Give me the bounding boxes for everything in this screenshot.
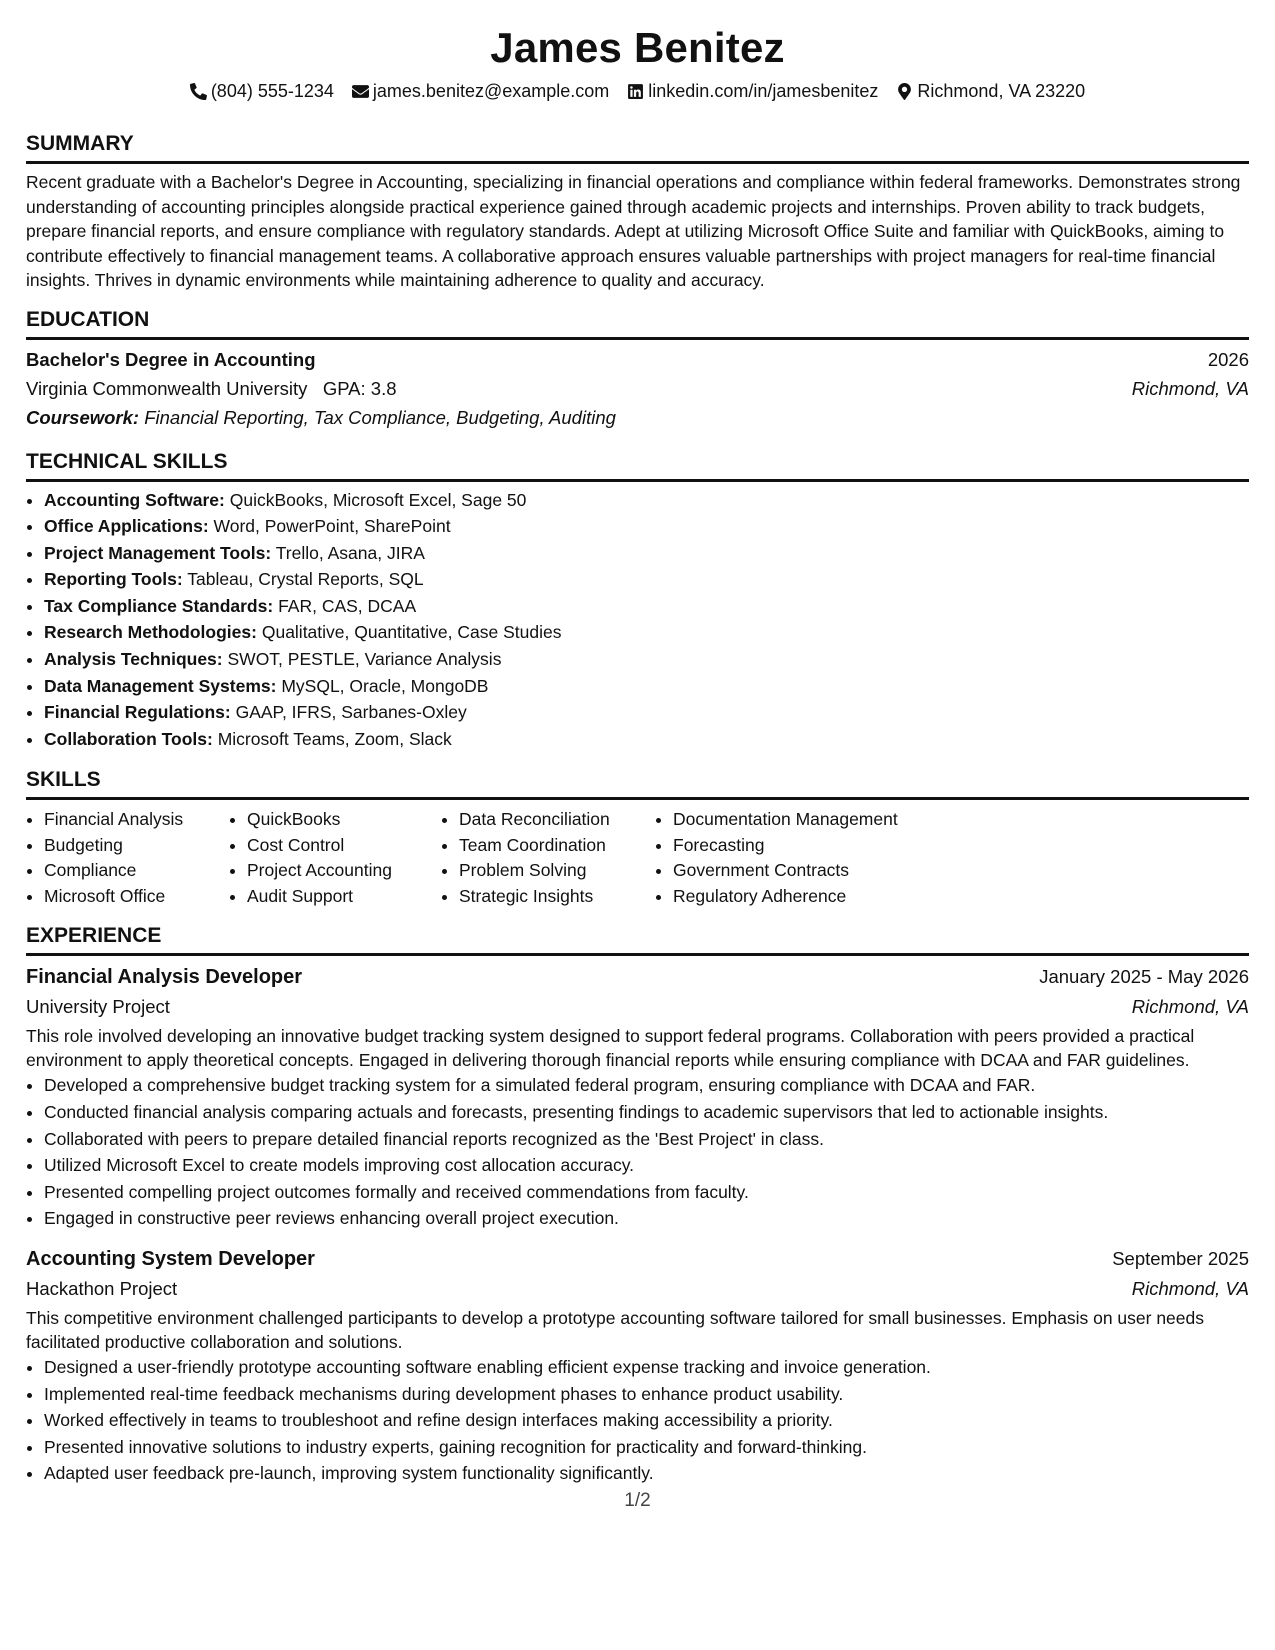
technical-skill-item (44, 646, 1249, 673)
job-org-row (26, 1274, 1249, 1304)
job-dates: January 2025 - May 2026 (1039, 966, 1249, 988)
technical-skill-label: Collaboration Tools: (44, 728, 213, 749)
job-bullet: • Designed a user-friendly prototype accounting software enabling efficient expense tracking and invoice generation. (44, 1354, 1249, 1381)
skills-heading: SKILLS (26, 766, 1249, 800)
linkedin-link[interactable]: linkedin.com/in/jamesbenitez (648, 81, 879, 101)
school-location: Richmond, VA (1131, 377, 1249, 399)
technical-skill-label: Data Management Systems: (44, 675, 277, 696)
technical-skill-item (44, 540, 1249, 567)
technical-skill-item (44, 673, 1249, 700)
technical-skill-value: Tableau, Crystal Reports, SQL (187, 569, 424, 590)
technical-skill-label: Office Applications: (44, 516, 209, 537)
technical-skill-value: Qualitative, Quantitative, Case Studies (261, 622, 562, 643)
email-link[interactable]: james.benitez@example.com (372, 81, 610, 101)
skill-item: • Compliance (44, 858, 229, 884)
skill-item: • Government Contracts (673, 858, 933, 884)
skills-column (26, 807, 229, 909)
phone-text: (804) 555-1234 (210, 81, 334, 101)
skill-item: • Problem Solving (459, 858, 655, 884)
gpa: GPA: 3.8 (322, 377, 397, 399)
skill-item: • Forecasting (673, 833, 933, 859)
job-entry (26, 1244, 1249, 1487)
job-organization: University Project (26, 996, 170, 1018)
skill-item: • Strategic Insights (459, 884, 655, 910)
education-section (26, 306, 1249, 433)
job-bullet: • Conducted financial analysis comparing actuals and forecasts, presenting findings to academic supervisors that led to actionable insights. (44, 1099, 1249, 1126)
location-text: Richmond, VA 23220 (917, 81, 1086, 101)
job-header-row (26, 1244, 1249, 1274)
contact-linkedin (627, 78, 878, 104)
skills-column (441, 807, 655, 909)
skill-item: • Financial Analysis (44, 807, 229, 833)
technical-skill-item (44, 513, 1249, 540)
skills-column (229, 807, 441, 909)
technical-skills-heading: TECHNICAL SKILLS (26, 448, 1249, 482)
contact-email (352, 78, 609, 104)
graduation-year: 2026 (1207, 348, 1249, 370)
technical-skill-item (44, 726, 1249, 753)
job-bullet: • Utilized Microsoft Excel to create models improving cost allocation accuracy. (44, 1152, 1249, 1179)
technical-skill-label: Tax Compliance Standards: (44, 595, 274, 616)
technical-skill-label: Financial Regulations: (44, 702, 231, 723)
job-bullet: • Collaborated with peers to prepare detailed financial reports recognized as the 'Best Project' in class. (44, 1126, 1249, 1153)
skill-item: • Budgeting (44, 833, 229, 859)
technical-skill-label: Accounting Software: (44, 489, 225, 510)
skill-item: • Team Coordination (459, 833, 655, 859)
skills-grid (26, 807, 1249, 909)
technical-skill-value: GAAP, IFRS, Sarbanes-Oxley (235, 702, 467, 723)
linkedin-icon (627, 83, 644, 100)
job-bullet: • Presented innovative solutions to industry experts, gaining recognition for practicality and forward-thinking. (44, 1434, 1249, 1461)
job-description: This role involved developing an innovative budget tracking system designed to support federal programs. Collaboration with peers provided a practical environment to apply theoretical concepts. Engaged in delivering thorough financial reports while ensuring compliance with DCAA and FAR guidelines. (26, 1026, 1195, 1070)
job-title: Financial Analysis Developer (26, 966, 303, 989)
skills-column (655, 807, 933, 909)
job-bullet: • Adapted user feedback pre-launch, improving system functionality significantly. (44, 1460, 1249, 1487)
skill-item: • Cost Control (247, 833, 441, 859)
technical-skill-value: FAR, CAS, DCAA (278, 595, 417, 616)
skill-item: • Audit Support (247, 884, 441, 910)
job-title: Accounting System Developer (26, 1248, 315, 1270)
job-bullet: • Engaged in constructive peer reviews enhancing overall project execution. (44, 1205, 1249, 1232)
technical-skill-item (44, 487, 1249, 514)
technical-skills-list (26, 487, 1249, 753)
skill-item: • QuickBooks (247, 807, 441, 833)
job-location: Richmond, VA (1131, 1278, 1249, 1299)
technical-skill-value: QuickBooks, Microsoft Excel, Sage 50 (229, 489, 527, 510)
education-row-school (26, 374, 1249, 403)
technical-skill-label: Analysis Techniques: (44, 649, 223, 670)
technical-skill-item (44, 593, 1249, 620)
technical-skill-value: Microsoft Teams, Zoom, Slack (217, 728, 452, 749)
job-organization: Hackathon Project (26, 1278, 178, 1299)
job-bullet: • Implemented real-time feedback mechanisms during development phases to enhance product usability. (44, 1381, 1249, 1408)
skill-item: • Data Reconciliation (459, 807, 655, 833)
education-row-degree (26, 346, 1249, 374)
technical-skill-value: MySQL, Oracle, MongoDB (281, 675, 489, 696)
skills-section (26, 766, 1249, 909)
school-line (26, 374, 397, 403)
skill-item: • Regulatory Adherence (673, 884, 933, 910)
job-bullet: • Presented compelling project outcomes formally and received commendations from faculty. (44, 1179, 1249, 1206)
skill-item: • Documentation Management (673, 807, 933, 833)
experience-section (26, 922, 1249, 1487)
phone-icon (190, 83, 207, 100)
technical-skill-label: Research Methodologies: (44, 622, 257, 643)
job-org-row (26, 992, 1249, 1022)
technical-skill-value: SWOT, PESTLE, Variance Analysis (227, 649, 502, 670)
job-header-row (26, 962, 1249, 992)
job-bullet: • Developed a comprehensive budget tracking system for a simulated federal program, ensuring compliance with DCAA and FAR. (44, 1072, 1249, 1099)
degree-name: Bachelor's Degree in Accounting (26, 348, 316, 370)
job-bullets (26, 1354, 1249, 1487)
job-location: Richmond, VA (1131, 996, 1249, 1018)
envelope-icon (352, 83, 369, 100)
technical-skill-value: Trello, Asana, JIRA (275, 542, 425, 563)
school-name: Virginia Commonwealth University (26, 377, 308, 399)
education-heading: EDUCATION (26, 306, 1249, 340)
job-bullet: • Worked effectively in teams to troubleshoot and refine design interfaces making accessibility a priority. (44, 1407, 1249, 1434)
summary-heading: SUMMARY (26, 130, 1249, 164)
experience-heading: EXPERIENCE (26, 922, 1249, 956)
technical-skill-item (44, 566, 1249, 593)
technical-skill-label: Reporting Tools: (44, 569, 183, 590)
technical-skill-item (44, 619, 1249, 646)
resume-page (26, 0, 1249, 1487)
contact-location (896, 78, 1085, 104)
coursework-label: Coursework: (26, 406, 140, 428)
contact-bar (26, 78, 1249, 104)
job-dates: September 2025 (1112, 1248, 1249, 1269)
contact-phone (190, 78, 334, 104)
technical-skills-section (26, 448, 1249, 753)
technical-skill-label: Project Management Tools: (44, 542, 272, 563)
job-bullets (26, 1072, 1249, 1232)
map-marker-icon (896, 83, 913, 100)
experience-list (26, 962, 1249, 1487)
summary-section (26, 130, 1249, 293)
job-description: This competitive environment challenged participants to develop a prototype accounting software tailored for small businesses. Emphasis on user needs facilitated productive collaboration and solutions. (26, 1308, 1205, 1352)
coursework-list: Financial Reporting, Tax Compliance, Budgeting, Auditing (144, 406, 616, 428)
technical-skill-value: Word, PowerPoint, SharePoint (213, 516, 451, 537)
summary-text: Recent graduate with a Bachelor's Degree in Accounting, specializing in financial operations and compliance within federal frameworks. Demonstrates strong understanding of accounting principles alongside practical experience gained through academic projects and internships. Proven ability to track budgets, prepare financial reports, and ensure compliance with regulatory standards. Adept at utilizing Microsoft Office Suite and familiar with QuickBooks, aiming to contribute effectively to financial management teams. A collaborative approach ensures valuable partnerships with project managers for real-time financial insights. Thrives in dynamic environments while maintaining adherence to quality and accuracy. (26, 172, 1241, 290)
technical-skill-item (44, 699, 1249, 726)
coursework-line (26, 403, 1249, 433)
page-number: 1/2 (624, 1490, 651, 1511)
job-entry (26, 962, 1249, 1232)
skill-item: • Project Accounting (247, 858, 441, 884)
skill-item: • Microsoft Office (44, 884, 229, 910)
candidate-name: James Benitez (490, 24, 785, 71)
